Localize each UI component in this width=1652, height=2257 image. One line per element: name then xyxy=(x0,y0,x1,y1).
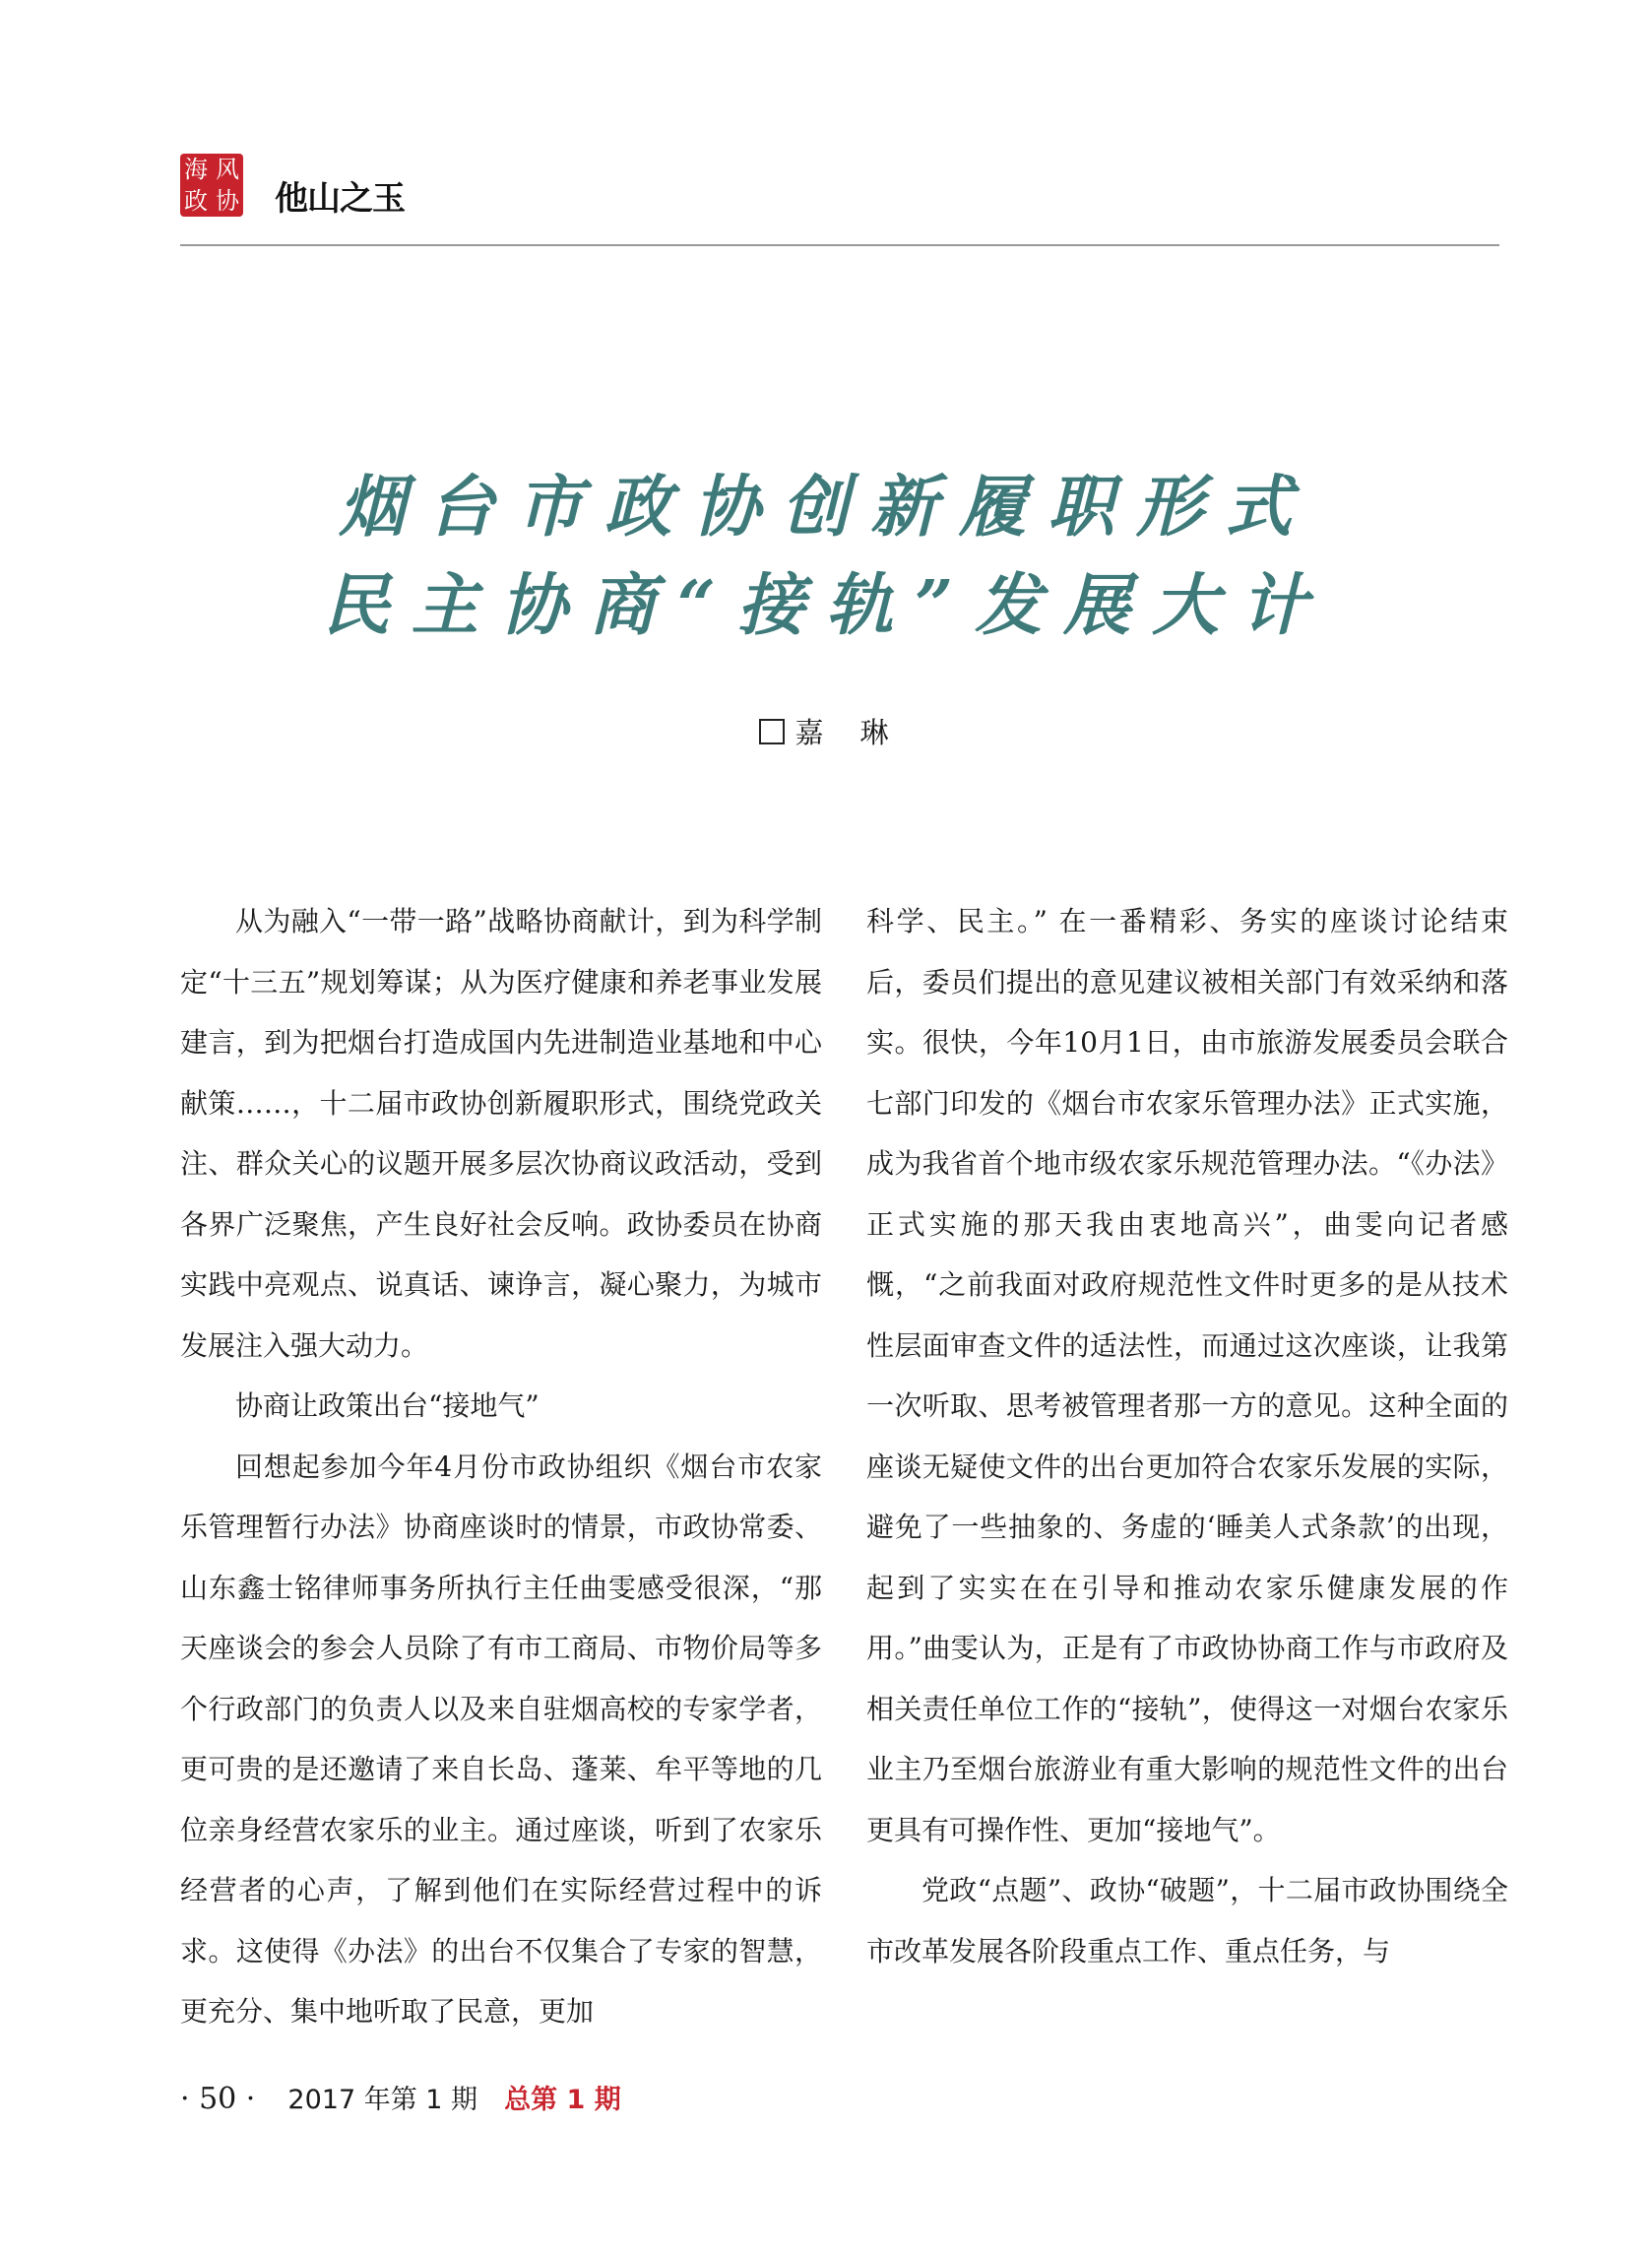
section-subheading: 协商让政策出台“接地气” xyxy=(235,1389,540,1422)
title-line-1: 烟台市政协创新履职形式 xyxy=(338,468,1313,547)
title-line-2: 民主协商“接轨”发展大计 xyxy=(322,566,1330,645)
page-footer xyxy=(180,2078,621,2117)
column-name: 他山之玉 xyxy=(275,179,405,219)
right-column xyxy=(866,891,1508,1981)
byline xyxy=(0,711,1652,751)
author-name: 嘉 琳 xyxy=(794,716,893,749)
seal-char: 海 xyxy=(184,156,208,183)
article-title xyxy=(0,458,1652,655)
magazine-seal-logo xyxy=(180,154,243,217)
seal-char: 政 xyxy=(184,187,208,215)
seal-char: 协 xyxy=(216,187,239,215)
page-header xyxy=(180,148,1499,226)
paragraph: 从为融入“一带一路”战略协商献计，到为科学制定“十三五”规划筹谋；从为医疗健康和养老事业发展建言，到为把烟台打造成国内先进制造业基地和中心献策……，十二届市政协创新履职形式，围绕党政关注、群众关心的议题开展多层次协商议政活动，受到各界广泛聚焦，产生良好社会反响。政协委员在协商实践中亮观点、说真话、谏诤言，凝心聚力，为城市发展注入强大动力。 xyxy=(180,905,822,1362)
left-column xyxy=(180,891,822,2042)
issue-label: 2017 年第 1 期 xyxy=(287,2085,478,2115)
paragraph: 党政“点题”、政协“破题”，十二届市政协围绕全市改革发展各阶段重点工作、重点任务，与 xyxy=(866,1874,1508,1967)
seal-char: 风 xyxy=(216,156,239,183)
paragraph: 回想起参加今年4月份市政协组织《烟台市农家乐管理暂行办法》协商座谈时的情景，市政协常委、山东鑫士铭律师事务所执行主任曲雯感受很深，“那天座谈会的参会人员除了有市工商局、市物价局等多个行政部门的负责人以及来自驻烟高校的专家学者，更可贵的是还邀请了来自长岛、蓬莱、牟平等地的几位亲身经营农家乐的业主。通过座谈，听到了农家乐经营者的心声，了解到他们在实际经营过程中的诉求。这使得《办法》的出台不仅集合了专家的智慧，更充分、集中地听取了民意，更加 xyxy=(180,1450,822,2028)
total-issue-label: 总第 1 期 xyxy=(504,2085,621,2115)
page-number: · 50 · xyxy=(180,2082,256,2116)
byline-box-icon xyxy=(759,719,785,744)
paragraph: 科学、民主。” 在一番精彩、务实的座谈讨论结束后，委员们提出的意见建议被相关部门有效采纳和落实。很快，今年10月1日，由市旅游发展委员会联合七部门印发的《烟台市农家乐管理办法》正式实施，成为我省首个地市级农家乐规范管理办法。“《办法》正式实施的那天我由衷地高兴”，曲雯向记者感慨，“之前我面对政府规范性文件时更多的是从技术性层面审查文件的适法性，而通过这次座谈，让我第一次听取、思考被管理者那一方的意见。这种全面的座谈无疑使文件的出台更加符合农家乐发展的实际，避免了一些抽象的、务虚的‘睡美人式条款’的出现，起到了实实在在引导和推动农家乐健康发展的作用。”曲雯认为，正是有了市政协协商工作与市政府及相关责任单位工作的“接轨”，使得这一对烟台农家乐业主乃至烟台旅游业有重大影响的规范性文件的出台更具有可操作性、更加“接地气”。 xyxy=(866,905,1508,1846)
header-divider xyxy=(180,244,1499,246)
